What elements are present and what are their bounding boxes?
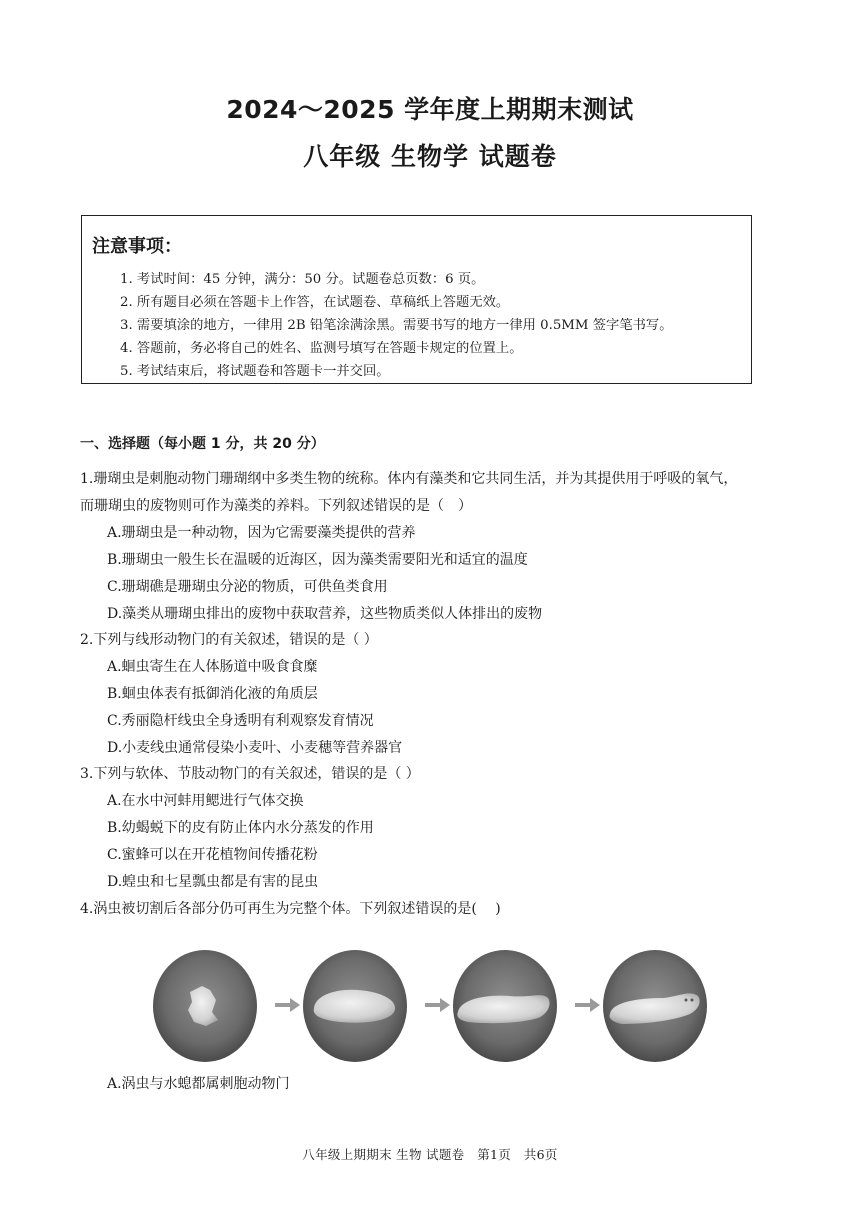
question-2-option-d: D.小麦线虫通常侵染小麦叶、小麦穗等营养器官	[107, 740, 403, 756]
notice-item: 4. 答题前，务必将自己的姓名、监测号填写在答题卡规定的位置上。	[120, 341, 523, 356]
question-3-stem: 3.下列与软体、节肢动物门的有关叙述，错误的是（ ）	[80, 766, 420, 782]
question-4-stem: 4.涡虫被切割后各部分仍可再生为完整个体。下列叙述错误的是( )	[80, 901, 501, 917]
question-3-option-a: A.在水中河蚌用鳃进行气体交换	[107, 793, 304, 809]
question-1-option-b: B.珊瑚虫一般生长在温暖的近海区，因为藻类需要阳光和适宜的温度	[107, 552, 528, 568]
dish-stage-1	[153, 950, 257, 1062]
exam-subtitle: 八年级 生物学 试题卷	[303, 142, 557, 171]
question-3-option-d: D.蝗虫和七星瓢虫都是有害的昆虫	[107, 874, 319, 890]
question-1-stem-line-1: 1.珊瑚虫是刺胞动物门珊瑚纲中多类生物的统称。体内有藻类和它共同生活，并为其提供用于呼吸的氧气，	[80, 471, 738, 487]
arrow-3-head	[590, 998, 600, 1012]
dish-stage-3	[453, 950, 557, 1062]
notice-list	[120, 268, 673, 383]
notice-title: 注意事项：	[92, 236, 182, 257]
arrow-1-head	[290, 998, 300, 1012]
question-1-option-a: A.珊瑚虫是一种动物，因为它需要藻类提供的营养	[107, 525, 416, 541]
question-2-option-b: B.蛔虫体表有抵御消化液的角质层	[107, 686, 318, 702]
arrow-2-head	[440, 998, 450, 1012]
eyespot-left	[685, 999, 688, 1002]
question-1-stem-line-2: 而珊瑚虫的废物则可作为藻类的养料。下列叙述错误的是（ ）	[80, 498, 472, 514]
section-heading: 一、选择题（每小题 1 分，共 20 分）	[80, 436, 325, 452]
dish-stage-4	[603, 950, 707, 1062]
notice-item: 1. 考试时间：45 分钟，满分：50 分。试题卷总页数：6 页。	[120, 272, 485, 287]
notice-item: 2. 所有题目必须在答题卡上作答，在试题卷、草稿纸上答题无效。	[120, 295, 510, 310]
notice-box	[81, 215, 752, 384]
question-4-option-a: A.涡虫与水螅都属刺胞动物门	[107, 1076, 290, 1092]
planarian-regeneration-figure	[150, 948, 710, 1068]
question-2-stem: 2.下列与线形动物门的有关叙述，错误的是（ ）	[80, 632, 378, 648]
exam-title: 2024～2025 学年度上期期末测试	[226, 95, 634, 124]
notice-item: 3. 需要填涂的地方，一律用 2B 铅笔涂满涂黑。需要书写的地方一律用 0.5MM 签字笔书写。	[120, 318, 673, 333]
question-1-option-d: D.藻类从珊瑚虫排出的废物中获取营养，这些物质类似人体排出的废物	[107, 606, 543, 622]
question-3-option-c: C.蜜蜂可以在开花植物间传播花粉	[107, 847, 318, 863]
dish-stage-2	[303, 950, 407, 1062]
question-2-option-c: C.秀丽隐杆线虫全身透明有利观察发育情况	[107, 713, 374, 729]
question-1-option-c: C.珊瑚礁是珊瑚虫分泌的物质，可供鱼类食用	[107, 579, 388, 595]
eyespot-right	[691, 999, 694, 1002]
question-2-option-a: A.蛔虫寄生在人体肠道中吸食食糜	[107, 659, 318, 675]
notice-item: 5. 考试结束后，将试题卷和答题卡一并交回。	[120, 364, 390, 379]
page-footer: 八年级上期期末 生物 试题卷 第1页 共6页	[302, 1147, 558, 1162]
question-3-option-b: B.幼蝎蜕下的皮有防止体内水分蒸发的作用	[107, 820, 374, 836]
